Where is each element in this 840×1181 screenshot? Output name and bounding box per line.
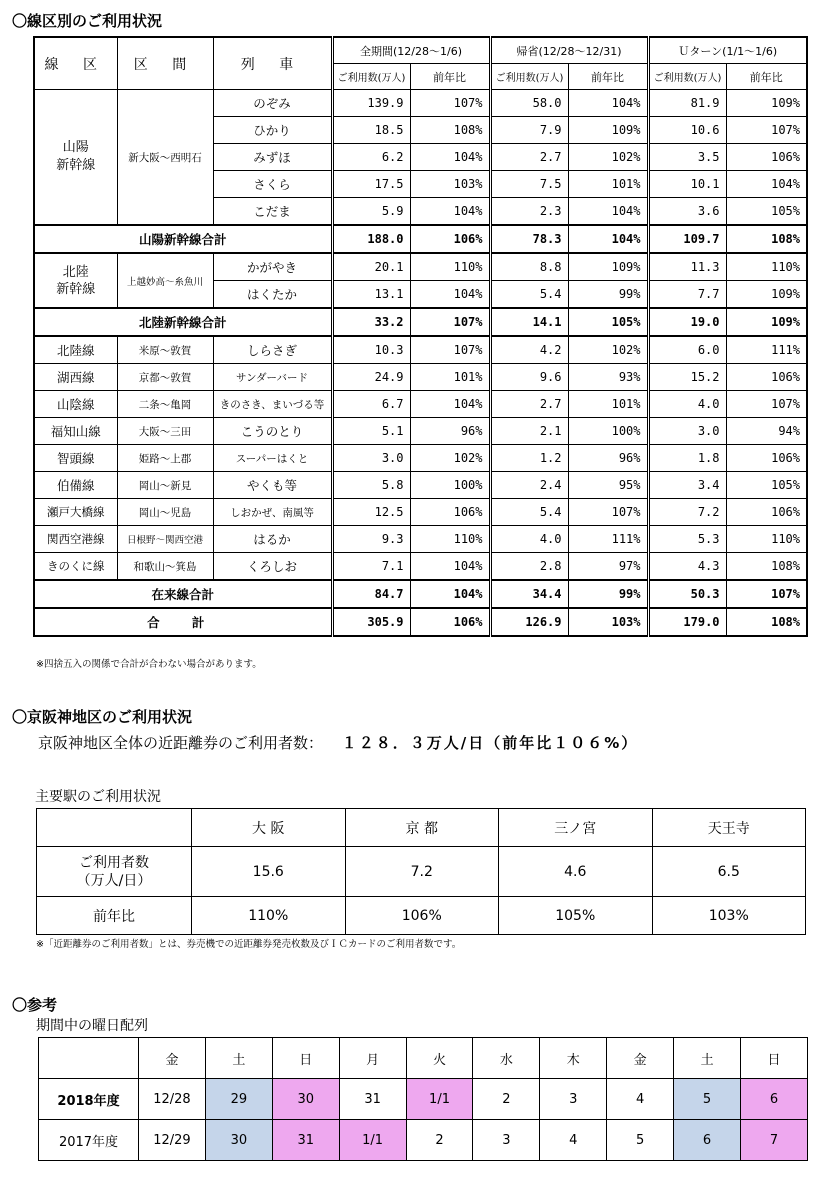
users-cell: 6.2 <box>332 144 410 171</box>
yoy-cell: 110% <box>410 253 490 281</box>
users-cell: 4.0 <box>648 391 726 418</box>
subtotal-label: 北陸新幹線合計 <box>34 308 332 336</box>
weekday-table <box>38 1037 808 1161</box>
header-yoy: 前年比 <box>568 64 648 90</box>
line-name: きのくに線 <box>34 553 117 581</box>
date-cell: 2 <box>473 1079 540 1120</box>
date-cell: 5 <box>674 1079 741 1120</box>
users-cell: 5.4 <box>490 499 568 526</box>
section-title-reference: 〇参考 <box>12 996 58 1014</box>
train-name: みずほ <box>213 144 332 171</box>
users-cell: 14.1 <box>490 308 568 336</box>
yoy-cell: 101% <box>568 171 648 198</box>
yoy-cell: 110% <box>410 526 490 553</box>
date-cell: 1/1 <box>406 1079 473 1120</box>
yoy-cell: 104% <box>568 225 648 253</box>
users-cell: 5.1 <box>332 418 410 445</box>
total-label: 合 計 <box>34 608 332 636</box>
yoy-cell: 107% <box>726 580 807 608</box>
line-name: 北陸 新幹線 <box>34 253 117 308</box>
yoy-cell: 101% <box>410 364 490 391</box>
users-cell: 18.5 <box>332 117 410 144</box>
users-cell: 4.3 <box>648 553 726 581</box>
date-cell: 30 <box>205 1120 272 1161</box>
users-cell: 20.1 <box>332 253 410 281</box>
yoy-cell: 104% <box>410 553 490 581</box>
station-header: 天王寺 <box>652 809 806 847</box>
users-cell: 5.9 <box>332 198 410 226</box>
weekday-header: 火 <box>406 1038 473 1079</box>
header-period: 帰省(12/28～12/31) <box>490 37 648 64</box>
table-row <box>34 499 807 526</box>
users-cell: 2.4 <box>490 472 568 499</box>
yoy-cell: 106% <box>410 608 490 636</box>
users-cell: 179.0 <box>648 608 726 636</box>
section-name: 岡山～新見 <box>117 472 213 499</box>
station-header: 京 都 <box>345 809 499 847</box>
yoy-cell: 104% <box>410 391 490 418</box>
train-name: のぞみ <box>213 90 332 117</box>
line-name: 瀬戸大橋線 <box>34 499 117 526</box>
subtotal-row <box>34 308 807 336</box>
users-cell: 78.3 <box>490 225 568 253</box>
users-cell: 3.4 <box>648 472 726 499</box>
users-cell: 13.1 <box>332 281 410 309</box>
header-train: 列 車 <box>213 37 332 90</box>
train-name: しおかぜ、南風等 <box>213 499 332 526</box>
yoy-cell: 108% <box>726 553 807 581</box>
section-name: 姫路～上郡 <box>117 445 213 472</box>
users-value: 6.5 <box>652 847 806 897</box>
date-cell: 2 <box>406 1120 473 1161</box>
line-name: 関西空港線 <box>34 526 117 553</box>
users-value: 7.2 <box>345 847 499 897</box>
train-name: しらさぎ <box>213 336 332 364</box>
users-cell: 33.2 <box>332 308 410 336</box>
users-cell: 11.3 <box>648 253 726 281</box>
table-note: ※四捨五入の関係で合計が合わない場合があります。 <box>36 659 262 670</box>
users-cell: 7.9 <box>490 117 568 144</box>
train-name: きのさき、まいづる等 <box>213 391 332 418</box>
date-cell: 31 <box>339 1079 406 1120</box>
yoy-cell: 107% <box>410 336 490 364</box>
users-cell: 10.3 <box>332 336 410 364</box>
line-name: 北陸線 <box>34 336 117 364</box>
train-name: はくたか <box>213 281 332 309</box>
date-cell: 1/1 <box>339 1120 406 1161</box>
subtotal-label: 在来線合計 <box>34 580 332 608</box>
header-users: ご利用数(万人) <box>490 64 568 90</box>
date-cell: 4 <box>540 1120 607 1161</box>
yoy-cell: 111% <box>568 526 648 553</box>
table-row <box>34 526 807 553</box>
yoy-cell: 104% <box>410 144 490 171</box>
header-yoy: 前年比 <box>726 64 807 90</box>
users-cell: 305.9 <box>332 608 410 636</box>
station-usage-table <box>36 808 806 935</box>
date-cell: 3 <box>540 1079 607 1120</box>
train-name: かがやき <box>213 253 332 281</box>
train-name: やくも等 <box>213 472 332 499</box>
train-name: ひかり <box>213 117 332 144</box>
date-row <box>39 1120 808 1161</box>
yoy-label: 前年比 <box>37 897 192 935</box>
line-name: 智頭線 <box>34 445 117 472</box>
table-row <box>34 253 807 281</box>
yoy-cell: 100% <box>410 472 490 499</box>
date-cell: 12/29 <box>139 1120 206 1161</box>
station-header: 大 阪 <box>192 809 346 847</box>
users-cell: 139.9 <box>332 90 410 117</box>
users-cell: 7.2 <box>648 499 726 526</box>
yoy-cell: 110% <box>726 526 807 553</box>
yoy-cell: 103% <box>568 608 648 636</box>
weekday-header: 水 <box>473 1038 540 1079</box>
section-name: 和歌山～箕島 <box>117 553 213 581</box>
users-cell: 3.0 <box>332 445 410 472</box>
yoy-cell: 107% <box>410 90 490 117</box>
weekday-row <box>39 1038 808 1079</box>
weekday-header: 木 <box>540 1038 607 1079</box>
yoy-cell: 106% <box>726 499 807 526</box>
line-name: 山陽 新幹線 <box>34 90 117 226</box>
users-cell: 81.9 <box>648 90 726 117</box>
yoy-value: 110% <box>192 897 346 935</box>
yoy-cell: 102% <box>410 445 490 472</box>
total-row <box>34 608 807 636</box>
yoy-cell: 96% <box>568 445 648 472</box>
yoy-cell: 99% <box>568 580 648 608</box>
users-cell: 2.3 <box>490 198 568 226</box>
yoy-cell: 107% <box>410 308 490 336</box>
yoy-cell: 109% <box>726 308 807 336</box>
users-cell: 7.5 <box>490 171 568 198</box>
yoy-cell: 109% <box>568 117 648 144</box>
section-name: 京都～敦賀 <box>117 364 213 391</box>
table-row <box>34 90 807 117</box>
subtotal-row <box>34 225 807 253</box>
users-cell: 1.8 <box>648 445 726 472</box>
users-cell: 19.0 <box>648 308 726 336</box>
users-cell: 3.6 <box>648 198 726 226</box>
users-cell: 58.0 <box>490 90 568 117</box>
date-cell: 30 <box>272 1079 339 1120</box>
table-row <box>34 391 807 418</box>
year-label: 2018年度 <box>39 1079 139 1120</box>
users-cell: 9.3 <box>332 526 410 553</box>
weekday-header: 金 <box>139 1038 206 1079</box>
weekday-header: 金 <box>607 1038 674 1079</box>
stations-title: 主要駅のご利用状況 <box>35 789 161 805</box>
users-cell: 17.5 <box>332 171 410 198</box>
users-cell: 6.0 <box>648 336 726 364</box>
users-cell: 84.7 <box>332 580 410 608</box>
yoy-cell: 106% <box>726 445 807 472</box>
users-cell: 4.0 <box>490 526 568 553</box>
reference-title: 期間中の曜日配列 <box>36 1018 148 1034</box>
date-cell: 4 <box>607 1079 674 1120</box>
users-cell: 8.8 <box>490 253 568 281</box>
table-row <box>34 364 807 391</box>
section-name: 大阪～三田 <box>117 418 213 445</box>
users-label: ご利用者数 （万人/日） <box>37 847 192 897</box>
train-name: こだま <box>213 198 332 226</box>
train-name: スーパーはくと <box>213 445 332 472</box>
yoy-cell: 100% <box>568 418 648 445</box>
yoy-cell: 101% <box>568 391 648 418</box>
yoy-value: 105% <box>499 897 653 935</box>
users-cell: 2.7 <box>490 144 568 171</box>
users-cell: 6.7 <box>332 391 410 418</box>
year-label: 2017年度 <box>39 1120 139 1161</box>
users-cell: 4.2 <box>490 336 568 364</box>
users-cell: 3.0 <box>648 418 726 445</box>
train-name: くろしお <box>213 553 332 581</box>
users-cell: 15.2 <box>648 364 726 391</box>
yoy-cell: 104% <box>410 281 490 309</box>
yoy-cell: 104% <box>568 90 648 117</box>
section-name: 二条～亀岡 <box>117 391 213 418</box>
date-cell: 3 <box>473 1120 540 1161</box>
users-cell: 9.6 <box>490 364 568 391</box>
summary-value: １２８．３万人/日（前年比１０６%） <box>341 734 639 752</box>
yoy-cell: 106% <box>410 499 490 526</box>
users-cell: 1.2 <box>490 445 568 472</box>
yoy-cell: 108% <box>726 608 807 636</box>
yoy-cell: 95% <box>568 472 648 499</box>
users-cell: 7.1 <box>332 553 410 581</box>
date-cell: 12/28 <box>139 1079 206 1120</box>
yoy-cell: 107% <box>568 499 648 526</box>
date-cell: 5 <box>607 1120 674 1161</box>
users-cell: 5.8 <box>332 472 410 499</box>
yoy-cell: 107% <box>726 391 807 418</box>
yoy-cell: 103% <box>410 171 490 198</box>
users-cell: 50.3 <box>648 580 726 608</box>
yoy-cell: 108% <box>410 117 490 144</box>
yoy-cell: 109% <box>568 253 648 281</box>
users-cell: 126.9 <box>490 608 568 636</box>
line-usage-table <box>33 36 808 637</box>
users-cell: 7.7 <box>648 281 726 309</box>
yoy-cell: 93% <box>568 364 648 391</box>
line-name: 山陰線 <box>34 391 117 418</box>
section-name: 上越妙高～糸魚川 <box>117 253 213 308</box>
weekday-header: 土 <box>205 1038 272 1079</box>
yoy-cell: 105% <box>726 198 807 226</box>
yoy-cell: 108% <box>726 225 807 253</box>
header-users: ご利用数(万人) <box>332 64 410 90</box>
date-cell: 6 <box>674 1120 741 1161</box>
train-name: こうのとり <box>213 418 332 445</box>
users-value: 15.6 <box>192 847 346 897</box>
line-name: 福知山線 <box>34 418 117 445</box>
keihanshin-summary <box>38 732 638 753</box>
weekday-header: 日 <box>272 1038 339 1079</box>
corner-cell <box>39 1038 139 1079</box>
date-cell: 29 <box>205 1079 272 1120</box>
yoy-cell: 109% <box>726 281 807 309</box>
table-row <box>34 336 807 364</box>
yoy-cell: 109% <box>726 90 807 117</box>
table-row <box>34 553 807 581</box>
header-line: 線 区 <box>34 37 117 90</box>
users-cell: 10.1 <box>648 171 726 198</box>
users-cell: 2.1 <box>490 418 568 445</box>
yoy-cell: 99% <box>568 281 648 309</box>
users-cell: 12.5 <box>332 499 410 526</box>
line-name: 湖西線 <box>34 364 117 391</box>
header-yoy: 前年比 <box>410 64 490 90</box>
yoy-cell: 104% <box>410 580 490 608</box>
train-name: サンダーバード <box>213 364 332 391</box>
table-row <box>34 418 807 445</box>
header-section: 区 間 <box>117 37 213 90</box>
users-cell: 109.7 <box>648 225 726 253</box>
users-cell: 2.7 <box>490 391 568 418</box>
yoy-cell: 107% <box>726 117 807 144</box>
users-value: 4.6 <box>499 847 653 897</box>
header-period: Ｕターン(1/1～1/6) <box>648 37 807 64</box>
yoy-cell: 111% <box>726 336 807 364</box>
weekday-header: 月 <box>339 1038 406 1079</box>
users-cell: 10.6 <box>648 117 726 144</box>
date-cell: 7 <box>741 1120 808 1161</box>
users-cell: 5.4 <box>490 281 568 309</box>
date-row <box>39 1079 808 1120</box>
table-row <box>34 472 807 499</box>
subtotal-row <box>34 580 807 608</box>
yoy-cell: 97% <box>568 553 648 581</box>
subtotal-label: 山陽新幹線合計 <box>34 225 332 253</box>
line-name: 伯備線 <box>34 472 117 499</box>
yoy-value: 103% <box>652 897 806 935</box>
yoy-value: 106% <box>345 897 499 935</box>
weekday-header: 土 <box>674 1038 741 1079</box>
table-row <box>34 445 807 472</box>
weekday-header: 日 <box>741 1038 808 1079</box>
date-cell: 6 <box>741 1079 808 1120</box>
yoy-cell: 106% <box>726 364 807 391</box>
section-name: 日根野～関西空港 <box>117 526 213 553</box>
yoy-cell: 105% <box>568 308 648 336</box>
yoy-cell: 104% <box>568 198 648 226</box>
users-cell: 188.0 <box>332 225 410 253</box>
header-period: 全期間(12/28～1/6) <box>332 37 490 64</box>
yoy-cell: 104% <box>726 171 807 198</box>
section-title-line-usage: 〇線区別のご利用状況 <box>12 12 163 30</box>
yoy-cell: 96% <box>410 418 490 445</box>
yoy-cell: 102% <box>568 144 648 171</box>
corner-cell <box>37 809 192 847</box>
users-cell: 2.8 <box>490 553 568 581</box>
users-cell: 5.3 <box>648 526 726 553</box>
train-name: はるか <box>213 526 332 553</box>
yoy-cell: 106% <box>410 225 490 253</box>
header-users: ご利用数(万人) <box>648 64 726 90</box>
users-cell: 34.4 <box>490 580 568 608</box>
users-cell: 3.5 <box>648 144 726 171</box>
yoy-cell: 94% <box>726 418 807 445</box>
section-name: 米原～敦賀 <box>117 336 213 364</box>
section-name: 岡山～児島 <box>117 499 213 526</box>
keihanshin-note: ※「近距離券のご利用者数」とは、券売機での近距離券発売枚数及びＩＣカードのご利用者数です。 <box>36 939 462 950</box>
summary-label: 京阪神地区全体の近距離券のご利用者数： <box>38 734 324 752</box>
yoy-cell: 104% <box>410 198 490 226</box>
date-cell: 31 <box>272 1120 339 1161</box>
yoy-cell: 105% <box>726 472 807 499</box>
yoy-cell: 106% <box>726 144 807 171</box>
section-name: 新大阪～西明石 <box>117 90 213 226</box>
yoy-cell: 110% <box>726 253 807 281</box>
station-header: 三ノ宮 <box>499 809 653 847</box>
users-cell: 24.9 <box>332 364 410 391</box>
train-name: さくら <box>213 171 332 198</box>
section-title-keihanshin: 〇京阪神地区のご利用状況 <box>12 708 193 726</box>
header-row <box>34 37 807 64</box>
yoy-cell: 102% <box>568 336 648 364</box>
